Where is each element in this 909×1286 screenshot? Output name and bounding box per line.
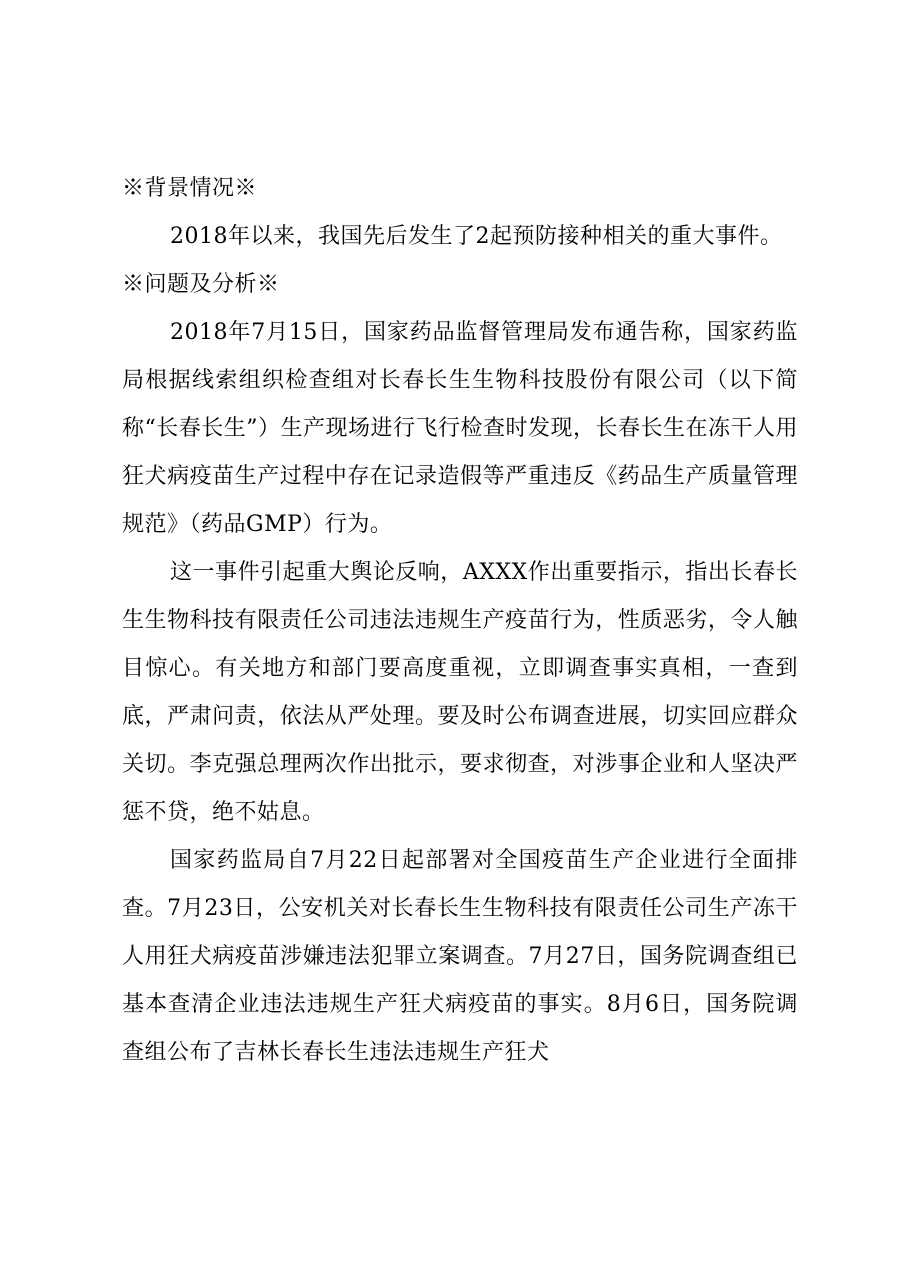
paragraph-background-1: 2018年以来，我国先后发生了2起预防接种相关的重大事件。 xyxy=(170,224,783,249)
paragraph-analysis-3: 国家药监局自7月22日起部署对全国疫苗生产企业进行全面排查。7月23日，公安机关对长春长生生物科技有限责任公司生产冻干人用狂犬病疫苗涉嫌违法犯罪立案调查。7月27日，国务院调查组已基本查清企业违法违规生产狂犬病疫苗的事实。8月6日，国务院调查组公布了吉林长春长生违法违规生产狂犬 xyxy=(122,848,798,1065)
section-heading-analysis: ※问题及分析※ xyxy=(122,272,280,297)
paragraph-analysis-2: 这一事件引起重大舆论反响，AXXX作出重要指示，指出长春长生生物科技有限责任公司违法违规生产疫苗行为，性质恶劣，令人触目惊心。有关地方和部门要高度重视，立即调查事实真相，一查到底，严肃问责，依法从严处理。要及时公布调查进展，切实回应群众关切。李克强总理两次作出批示，要求彻查，对涉事企业和人坚决严惩不贷，绝不姑息。 xyxy=(122,560,798,825)
section-heading-background: ※背景情况※ xyxy=(122,176,258,201)
document-body xyxy=(122,165,798,1077)
paragraph-analysis-1: 2018年7月15日，国家药品监督管理局发布通告称，国家药监局根据线索组织检查组对长春长生生物科技股份有限公司（以下简称“长春长生”）生产现场进行飞行检查时发现，长春长生在冻干人用狂犬病疫苗生产过程中存在记录造假等严重违反《药品生产质量管理规范》（药品GMP）行为。 xyxy=(122,320,798,537)
